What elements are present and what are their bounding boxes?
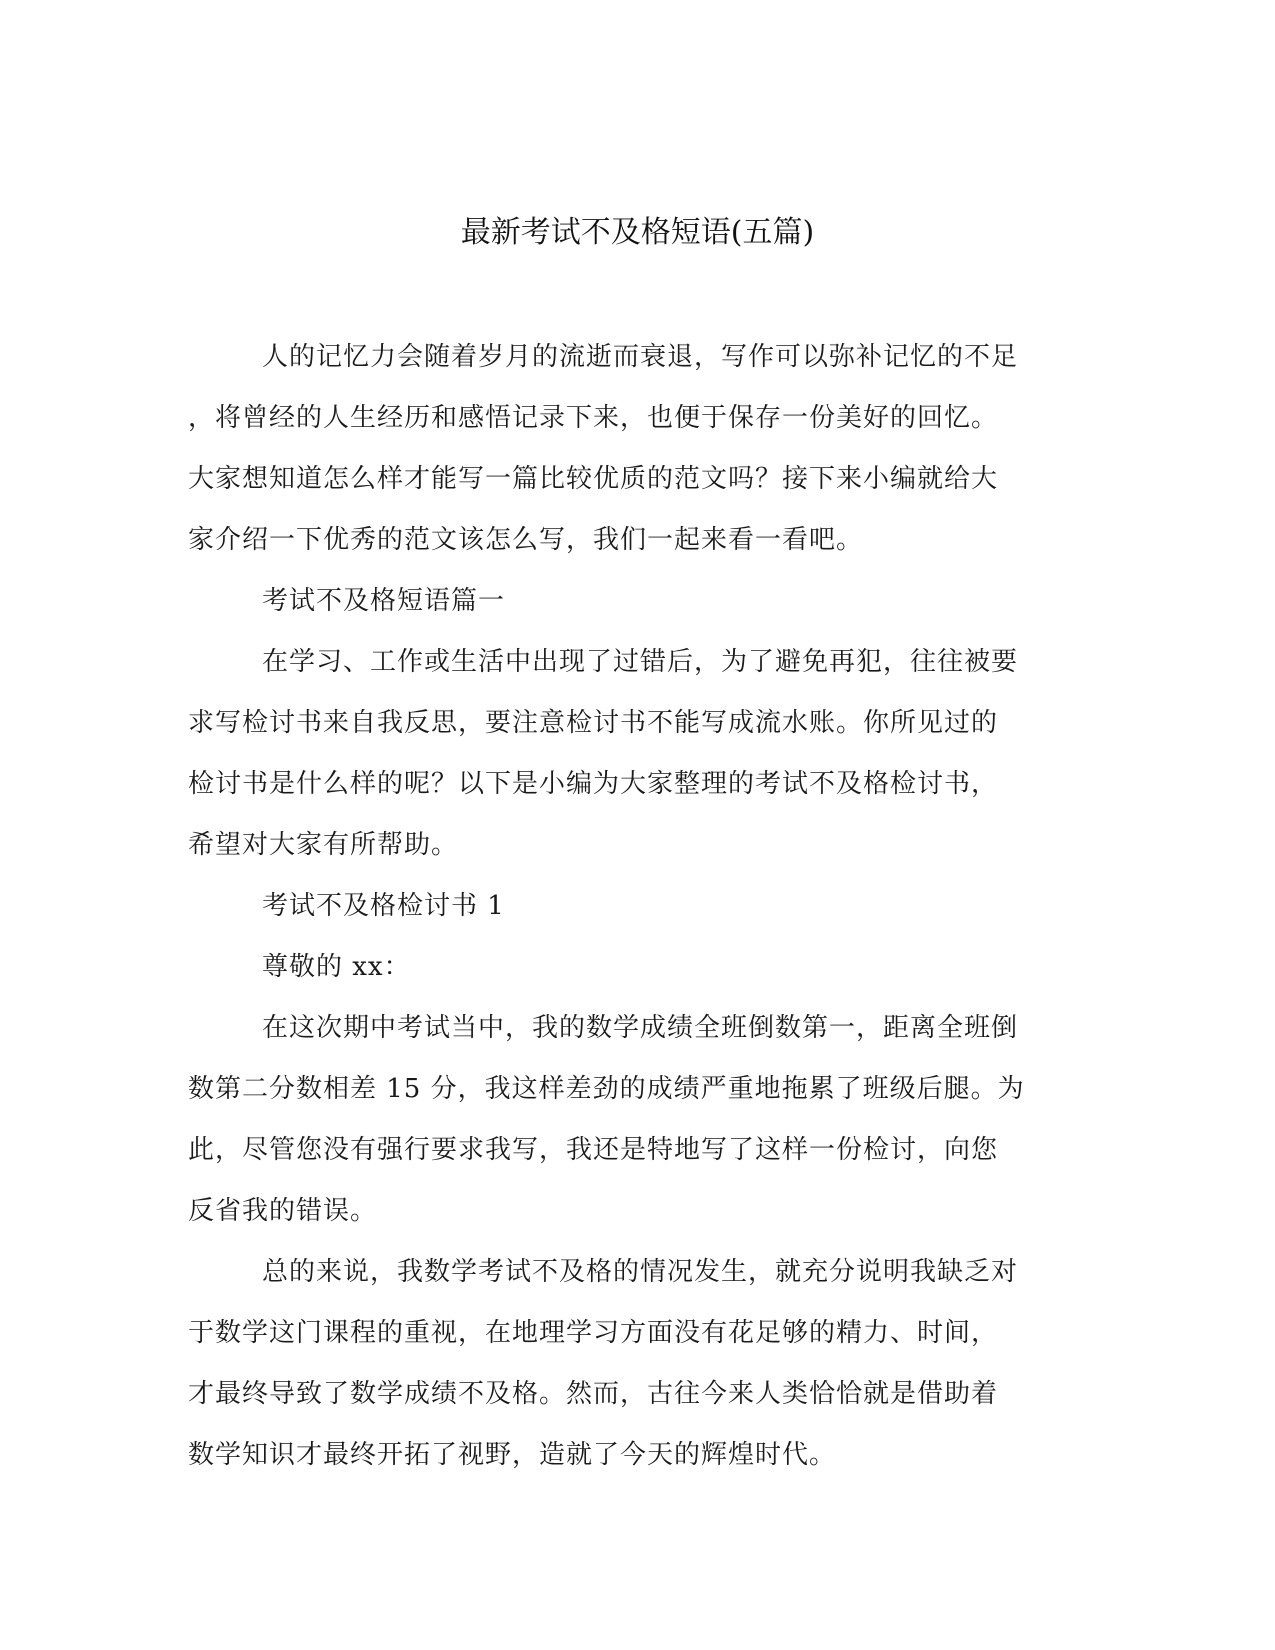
body-line: 检讨书是什么样的呢？以下是小编为大家整理的考试不及格检讨书， xyxy=(188,769,999,799)
body-line: ，将曾经的人生经历和感悟记录下来，也便于保存一份美好的回忆。 xyxy=(188,403,999,433)
body-line: 大家想知道怎么样才能写一篇比较优质的范文吗？接下来小编就给大 xyxy=(188,464,999,494)
document-body xyxy=(188,327,1073,1486)
body-line: 希望对大家有所帮助。 xyxy=(188,830,459,860)
body-line: 才最终导致了数学成绩不及格。然而，古往今来人类恰恰就是借助着 xyxy=(188,1379,999,1409)
body-line: 此，尽管您没有强行要求我写，我还是特地写了这样一份检讨，向您 xyxy=(188,1135,999,1165)
body-line: 在这次期中考试当中，我的数学成绩全班倒数第一，距离全班倒 xyxy=(262,1013,1019,1043)
document-title: 最新考试不及格短语(五篇) xyxy=(460,215,815,250)
body-line: 家介绍一下优秀的范文该怎么写，我们一起来看一看吧。 xyxy=(188,525,864,555)
section-heading: 考试不及格检讨书 1 xyxy=(262,891,505,921)
body-line: 反省我的错误。 xyxy=(188,1196,378,1226)
body-line: 求写检讨书来自我反思，要注意检讨书不能写成流水账。你所见过的 xyxy=(188,708,999,738)
body-line: 在学习、工作或生活中出现了过错后，为了避免再犯，往往被要 xyxy=(262,647,1019,677)
body-line: 总的来说，我数学考试不及格的情况发生，就充分说明我缺乏对 xyxy=(262,1257,1019,1287)
body-line: 数第二分数相差 15 分，我这样差劲的成绩严重地拖累了班级后腿。为 xyxy=(188,1074,1025,1104)
body-line: 于数学这门课程的重视，在地理学习方面没有花足够的精力、时间， xyxy=(188,1318,999,1348)
body-line: 数学知识才最终开拓了视野，造就了今天的辉煌时代。 xyxy=(188,1440,837,1470)
body-line: 人的记忆力会随着岁月的流逝而衰退，写作可以弥补记忆的不足 xyxy=(262,342,1019,372)
salutation: 尊敬的 xx： xyxy=(262,952,411,982)
section-heading: 考试不及格短语篇一 xyxy=(262,586,506,616)
